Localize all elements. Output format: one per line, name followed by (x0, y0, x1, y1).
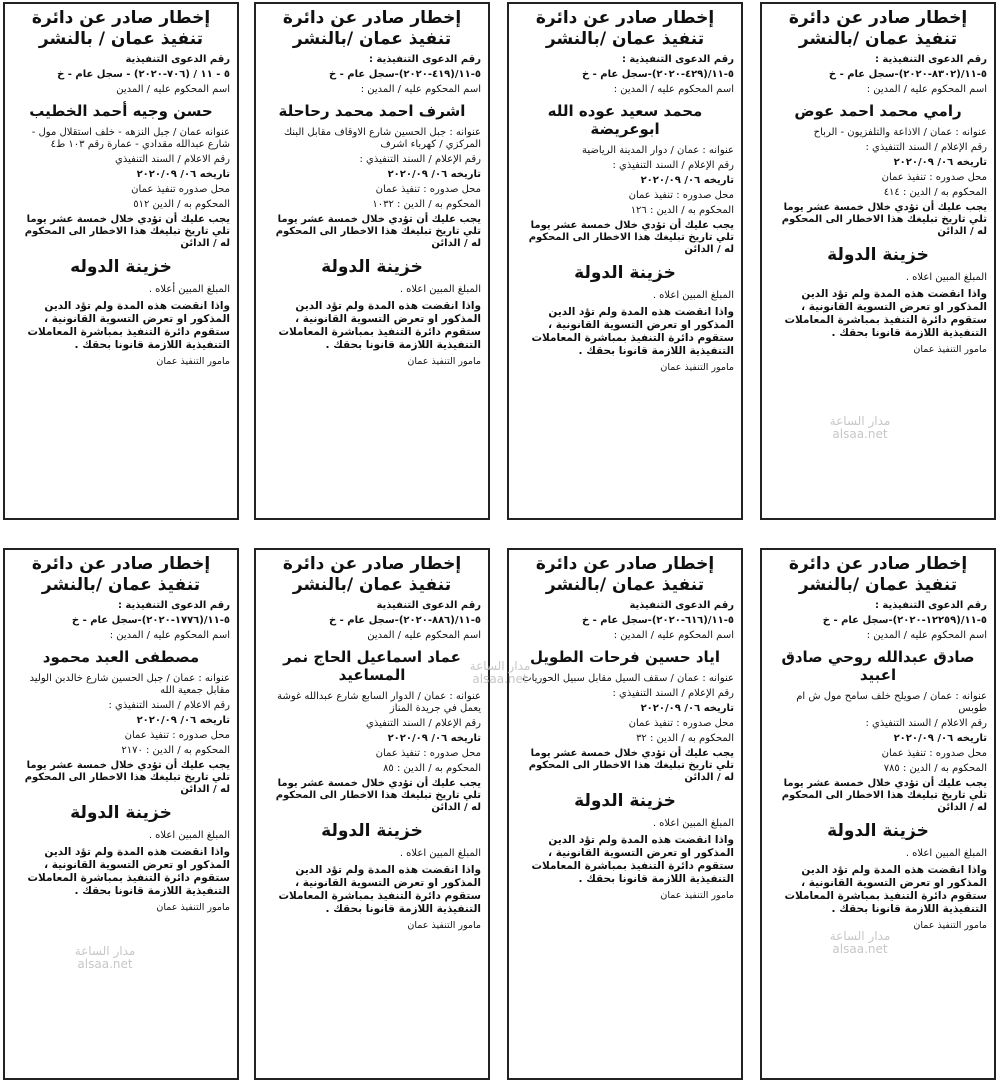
document-date: تاريخه ٠٦/ ٢٠٢٠/٠٩ (387, 733, 481, 744)
case-number: ٥-١١/(١٢٢٥٩-٢٠٢٠)-سجل عام - خ (822, 615, 987, 626)
notice-title: إخطار صادر عن دائرة تنفيذ عمان /بالنشر (31, 554, 211, 595)
amount-note: المبلغ المبين اعلاه . (905, 848, 987, 859)
debtor-label: اسم المحكوم عليه / المدين : (613, 84, 734, 95)
officer-signature: مامور التنفيذ عمان (407, 356, 481, 367)
judgment-amount: المحكوم به / الدين : ٣٢ (636, 733, 734, 744)
payment-demand: يجب عليك أن تؤدي خلال خمسة عشر يوما تلي تاريخ تبليغك هذا الاخطار الى المحكوم له / الدائن (781, 202, 987, 237)
debtor-label: اسم المحكوم عليه / المدين : (866, 84, 987, 95)
creditor-name: خزينة الدولة (70, 803, 172, 823)
debtor-label: اسم المحكوم عليه / المدين : (866, 630, 987, 641)
case-label: رقم الدعوى التنفيذية : (368, 54, 481, 65)
notice-card (760, 2, 996, 520)
officer-signature: مامور التنفيذ عمان (913, 920, 987, 931)
notice-card (507, 2, 743, 520)
case-number: ٥-١١/(٤١٩-٢٠٢٠)-سجل عام - خ (328, 69, 481, 80)
document-label: رقم الاعلام / السند التنفيذي (115, 154, 230, 165)
debtor-name: محمد سعيد عوده الله ابوعريضة (547, 102, 703, 138)
officer-signature: مامور التنفيذ عمان (913, 344, 987, 355)
debtor-label: اسم المحكوم عليه / المدين : (613, 630, 734, 641)
issuing-court: محل صدوره : تنفيذ عمان (375, 748, 481, 759)
payment-demand: يجب عليك أن تؤدي خلال خمسة عشر يوما تلي تاريخ تبليغك هذا الاخطار الى المحكوم له / الدائن (24, 760, 230, 795)
notice-title: إخطار صادر عن دائرة تنفيذ عمان /بالنشر (282, 554, 462, 595)
document-label: رقم الإعلام / السند التنفيذي : (612, 688, 734, 699)
debtor-label: اسم المحكوم عليه / المدين (116, 84, 230, 95)
case-number: ٥-١١/(٨٨٦-٢٠٢٠)-سجل عام - خ (328, 615, 481, 626)
notice-title: إخطار صادر عن دائرة تنفيذ عمان / بالنشر (31, 8, 211, 49)
payment-demand: يجب عليك أن تؤدي خلال خمسة عشر يوما تلي تاريخ تبليغك هذا الاخطار الى المحكوم له / الدائن (24, 214, 230, 249)
payment-demand: يجب عليك أن تؤدي خلال خمسة عشر يوما تلي تاريخ تبليغك هذا الاخطار الى المحكوم له / الدائن (275, 778, 481, 813)
closing-text: واذا انقضت هذه المدة ولم تؤد الدين المذكور او تعرض التسوية القانونية ، ستقوم دائرة التنفيذ بمباشرة المعاملات التنفيذية اللازمة قانونا بحقك . (784, 864, 987, 915)
notice-card (254, 548, 490, 1080)
closing-text: واذا انقضت هذه المدة ولم تؤد الدين المذكور او تعرض التسوية القانونية ، ستقوم دائرة التنفيذ بمباشرة المعاملات التنفيذية اللازمة قانونا بحقك . (531, 834, 734, 885)
notice-card (760, 548, 996, 1080)
case-label: رقم الدعوى التنفيذية : (874, 54, 987, 65)
amount-note: المبلغ المبين اعلاه . (399, 848, 481, 859)
case-number: ٥ - ١١ / (٧٠٦-٢٠٢٠) - سجل عام - خ (57, 69, 230, 80)
amount-note: المبلغ المبين أعلاه . (148, 284, 230, 295)
notice-card (3, 548, 239, 1080)
debtor-address: عنوانه : عمان / جبل الحسين شارع خالدبن الوليد مقابل جمعية الله (29, 673, 230, 696)
issuing-court: محل صدوره : تنفيذ عمان (124, 730, 230, 741)
amount-note: المبلغ المبين اعلاه . (399, 284, 481, 295)
creditor-name: خزينة الدولة (574, 263, 676, 283)
case-label: رقم الدعوى التنفيذية : (874, 600, 987, 611)
case-label: رقم الدعوى التنفيذية : (621, 54, 734, 65)
judgment-amount: المحكوم به / الدين ٥١٢ (133, 199, 230, 210)
document-label: رقم الاعلام / السند التنفيذي : (108, 700, 230, 711)
watermark-arabic: مدار الساعة (74, 944, 136, 958)
issuing-court: محل صدوره : تنفيذ عمان (628, 718, 734, 729)
judgment-amount: المحكوم به / الدين : ٤١٤ (883, 187, 987, 198)
notice-card (254, 2, 490, 520)
document-label: رقم الإعلام / السند التنفيذي (366, 718, 481, 729)
debtor-label: اسم المحكوم عليه / المدين : (109, 630, 230, 641)
creditor-name: خزينة الدوله (70, 257, 172, 277)
watermark-domain: alsaa.net (832, 942, 888, 956)
document-label: رقم الإعلام / السند التنفيذي : (359, 154, 481, 165)
closing-text: واذا انقضت هذه المدة ولم تؤد الدين المذكور او تعرض التسوية القانونية ، ستقوم دائرة التنفيذ بمباشرة المعاملات التنفيذية اللازمة قانونا بحقك . (278, 864, 481, 915)
debtor-name: رامي محمد احمد عوض (794, 102, 962, 120)
debtor-name: مصطفى العبد محمود (42, 648, 200, 666)
amount-note: المبلغ المبين اعلاه . (652, 818, 734, 829)
creditor-name: خزينة الدولة (321, 821, 423, 841)
case-number: ٥-١١/(١٧٧٦-٢٠٢٠)-سجل عام - خ (71, 615, 230, 626)
case-label: رقم الدعوى التنفيذية : (117, 600, 230, 611)
closing-text: واذا انقضت هذه المدة ولم تؤد الدين المذكور او تعرض التسوية القانونية ، ستقوم دائرة التنفيذ بمباشرة المعاملات التنفيذية اللازمة قانونا بحقك . (27, 846, 230, 897)
debtor-name: صادق عبدالله روحي صادق اعبيد (781, 648, 975, 684)
judgment-amount: المحكوم به / الدين : ٨٥ (383, 763, 481, 774)
debtor-name: اياد حسين فرحات الطويل (530, 648, 720, 666)
debtor-address: عنوانه : عمان / سقف السيل مقابل سبيل الحوريات (522, 673, 734, 684)
judgment-amount: المحكوم به / الدين : ١٢٦ (630, 205, 734, 216)
payment-demand: يجب عليك أن تؤدي خلال خمسة عشر يوما تلي تاريخ تبليغك هذا الاخطار الى المحكوم له / الدائن (781, 778, 987, 813)
debtor-name: حسن وجيه أحمد الخطيب (29, 102, 213, 120)
notice-title: إخطار صادر عن دائرة تنفيذ عمان /بالنشر (282, 8, 462, 49)
document-label: رقم الاعلام / السند التنفيذي : (865, 718, 987, 729)
closing-text: واذا انقضت هذه المدة ولم تؤد الدين المذكور او تعرض التسوية القانونية ، ستقوم دائرة التنفيذ بمباشرة المعاملات التنفيذية اللازمة قانونا بحقك . (784, 288, 987, 339)
debtor-address: عنوانه : عمان / الاذاعة والتلفزيون - الرباح (813, 127, 987, 138)
creditor-name: خزينة الدولة (827, 821, 929, 841)
document-date: تاريخه ٠٦/ ٢٠٢٠/٠٩ (640, 175, 734, 186)
case-label: رقم الدعوى التنفيذية (629, 600, 734, 611)
payment-demand: يجب عليك أن تؤدي خلال خمسة عشر يوما تلي تاريخ تبليغك هذا الاخطار الى المحكوم له / الدائن (528, 220, 734, 255)
document-date: تاريخه ٠٦/ ٢٠٢٠/٠٩ (893, 733, 987, 744)
creditor-name: خزينة الدولة (574, 791, 676, 811)
notice-card (507, 548, 743, 1080)
closing-text: واذا انقضت هذه المدة ولم تؤد الدين المذكور او تعرض التسوية القانونية ، ستقوم دائرة التنفيذ بمباشرة المعاملات التنفيذية اللازمة قانونا بحقك . (531, 306, 734, 357)
judgment-amount: المحكوم به / الدين : ٧٨٥ (883, 763, 987, 774)
debtor-address: عنوانه عمان / جبل النزهه - خلف استقلال مول - شارع عبدالله مقدادي - عمارة رقم ١٠٣ ط٤ (31, 127, 230, 150)
document-date: تاريخه ٠٦/ ٢٠٢٠/٠٩ (893, 157, 987, 168)
issuing-court: محل صدوره : تنفيذ عمان (375, 184, 481, 195)
debtor-address: عنوانه : عمان / صويلح خلف سامح مول ش ام طوبس (796, 691, 987, 714)
officer-signature: مامور التنفيذ عمان (407, 920, 481, 931)
issuing-court: محل صدوره : تنفيذ عمان (881, 172, 987, 183)
officer-signature: مامور التنفيذ عمان (660, 890, 734, 901)
officer-signature: مامور التنفيذ عمان (156, 356, 230, 367)
creditor-name: خزينة الدولة (321, 257, 423, 277)
document-date: تاريخه ٠٦/ ٢٠٢٠/٠٩ (640, 703, 734, 714)
officer-signature: مامور التنفيذ عمان (156, 902, 230, 913)
debtor-address: عنوانه : عمان / دوار المدينة الرياضية (582, 145, 734, 156)
debtor-name: عماد اسماعيل الحاج نمر المساعيد (283, 648, 461, 684)
watermark-domain: alsaa.net (472, 672, 528, 686)
notice-title: إخطار صادر عن دائرة تنفيذ عمان /بالنشر (788, 8, 968, 49)
watermark-domain: alsaa.net (77, 957, 133, 971)
closing-text: واذا انقضت هذه المدة ولم تؤد الدين المذكور او تعرض التسوية القانونية ، ستقوم دائرة التنفيذ بمباشرة المعاملات التنفيذية اللازمة قانونا بحقك . (27, 300, 230, 351)
watermark-arabic: مدار الساعة (469, 659, 531, 673)
judgment-amount: المحكوم به / الدين : ١٠٣٢ (372, 199, 481, 210)
document-date: تاريخه ٠٦/ ٢٠٢٠/٠٩ (136, 169, 230, 180)
watermark-domain: alsaa.net (832, 427, 888, 441)
officer-signature: مامور التنفيذ عمان (660, 362, 734, 373)
document-date: تاريخه ٠٦/ ٢٠٢٠/٠٩ (387, 169, 481, 180)
debtor-address: عنوانه : جبل الحسين شارع الاوقاف مقابل البنك المركزي / كهرباء اشرف (283, 127, 481, 150)
notice-title: إخطار صادر عن دائرة تنفيذ عمان /بالنشر (535, 554, 715, 595)
issuing-court: محل صدوره : تنفيذ عمان (881, 748, 987, 759)
document-label: رقم الإعلام / السند التنفيذي : (612, 160, 734, 171)
payment-demand: يجب عليك أن تؤدي خلال خمسة عشر يوما تلي تاريخ تبليغك هذا الاخطار الى المحكوم له / الدائن (275, 214, 481, 249)
closing-text: واذا انقضت هذه المدة ولم تؤد الدين المذكور او تعرض التسوية القانونية ، ستقوم دائرة التنفيذ بمباشرة المعاملات التنفيذية اللازمة قانونا بحقك . (278, 300, 481, 351)
issuing-court: محل صدوره تنفيذ عمان (131, 184, 230, 195)
amount-note: المبلغ المبين اعلاه . (652, 290, 734, 301)
watermark-arabic: مدار الساعة (829, 414, 891, 428)
watermark-arabic: مدار الساعة (829, 929, 891, 943)
debtor-name: اشرف احمد محمد رحاحلة (278, 102, 466, 120)
case-label: رقم الدعوى التنفيذية (376, 600, 481, 611)
case-label: رقم الدعوى التنفيذية (125, 54, 230, 65)
debtor-address: عنوانه : عمان / الدوار السابع شارع عبدالله غوشة يعمل في جريدة المناز (277, 691, 481, 714)
document-date: تاريخه ٠٦/ ٢٠٢٠/٠٩ (136, 715, 230, 726)
amount-note: المبلغ المبين اعلاه . (905, 272, 987, 283)
notice-card (3, 2, 239, 520)
case-number: ٥-١١/(٦١٦-٢٠٢٠)-سجل عام - خ (581, 615, 734, 626)
debtor-label: اسم المحكوم عليه / المدين (367, 630, 481, 641)
judgment-amount: المحكوم به / الدين : ٢١٧٠ (121, 745, 230, 756)
amount-note: المبلغ المبين اعلاه . (148, 830, 230, 841)
notice-title: إخطار صادر عن دائرة تنفيذ عمان /بالنشر (788, 554, 968, 595)
case-number: ٥-١١/(٤٢٩-٢٠٢٠)-سجل عام - خ (581, 69, 734, 80)
creditor-name: خزينة الدولة (827, 245, 929, 265)
case-number: ٥-١١/(٨٣٠٢-٢٠٢٠)-سجل عام - خ (828, 69, 987, 80)
document-label: رقم الإعلام / السند التنفيذي : (865, 142, 987, 153)
notice-title: إخطار صادر عن دائرة تنفيذ عمان /بالنشر (535, 8, 715, 49)
payment-demand: يجب عليك أن تؤدي خلال خمسة عشر يوما تلي تاريخ تبليغك هذا الاخطار الى المحكوم له / الدائن (528, 748, 734, 783)
debtor-label: اسم المحكوم عليه / المدين : (360, 84, 481, 95)
issuing-court: محل صدوره : تنفيذ عمان (628, 190, 734, 201)
